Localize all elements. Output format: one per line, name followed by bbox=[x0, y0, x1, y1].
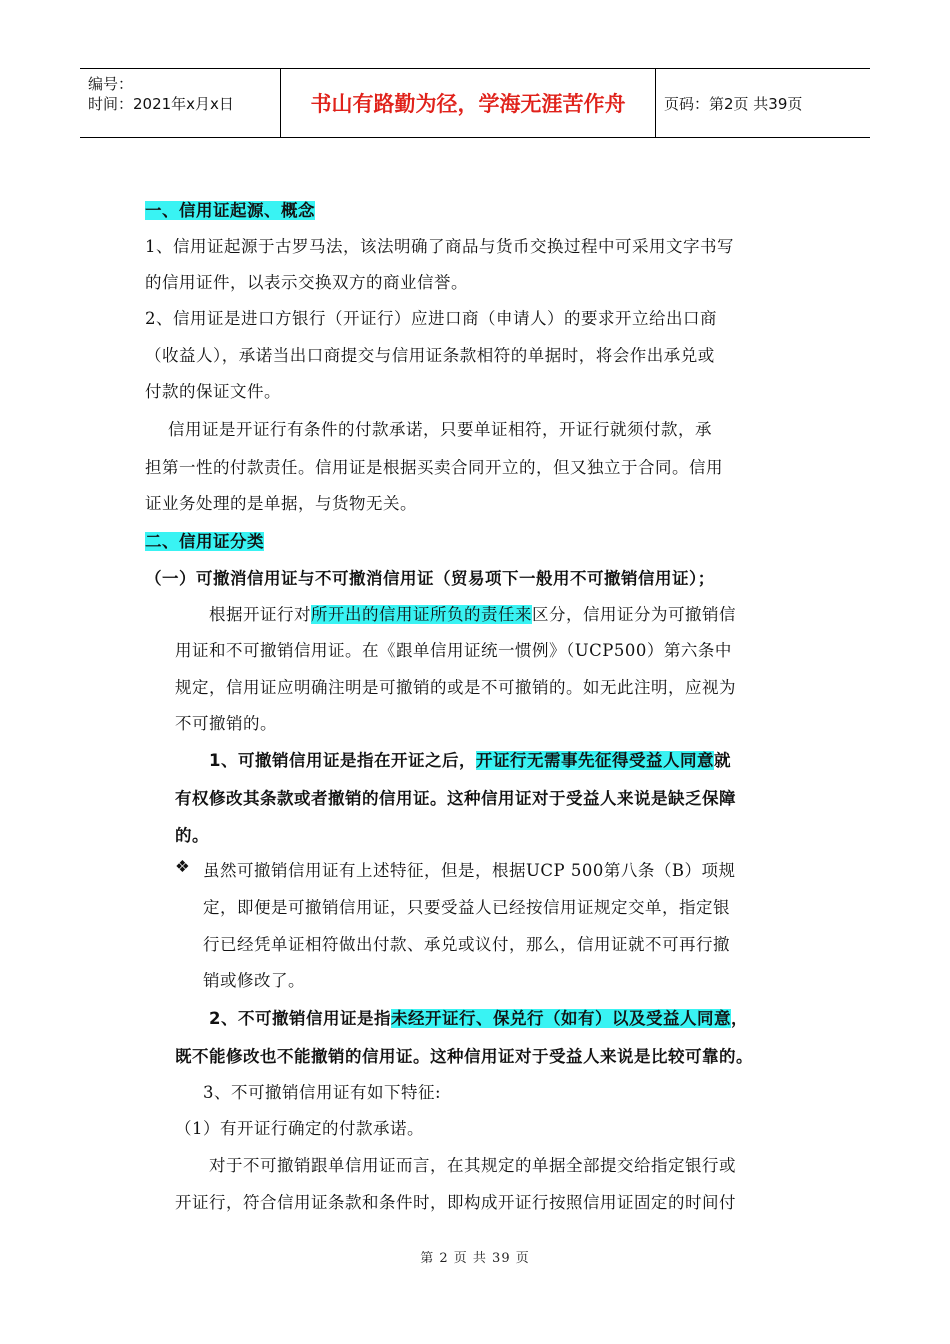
bullet-icon: ❖ bbox=[175, 857, 191, 876]
highlight: 未经开证行、保兑行（如有）以及受益人同意 bbox=[390, 1009, 731, 1028]
paragraph-line: 有权修改其条款或者撤销的信用证。这种信用证对于受益人来说是缺乏保障 bbox=[175, 789, 736, 808]
number-label: 编号： bbox=[88, 75, 134, 93]
paragraph-line: 2、信用证是进口方银行（开证行）应进口商（申请人）的要求开立给出口商 bbox=[145, 309, 717, 328]
paragraph-line: 3、不可撤销信用证有如下特征: bbox=[203, 1083, 442, 1102]
paragraph-line: 的信用证件，以表示交换双方的商业信誉。 bbox=[145, 273, 468, 292]
paragraph-line: （1）有开证行确定的付款承诺。 bbox=[175, 1119, 424, 1138]
paragraph-line: 不可撤销的。 bbox=[175, 714, 277, 733]
paragraph-line: 虽然可撤销信用证有上述特征，但是，根据UCP 500第八条（B）项规 bbox=[203, 861, 736, 880]
paragraph-line: 2、不可撤销信用证是指未经开证行、保兑行（如有）以及受益人同意， bbox=[209, 1009, 748, 1028]
paragraph-line: 1、信用证起源于古罗马法，该法明确了商品与货币交换过程中可采用文字书写 bbox=[145, 237, 734, 256]
paragraph-line: 根据开证行对所开出的信用证所负的责任来区分，信用证分为可撤销信 bbox=[209, 605, 736, 624]
paragraph-line: 规定，信用证应明确注明是可撤销的或是不可撤销的。如无此注明，应视为 bbox=[175, 678, 736, 697]
section-title-2: 二、信用证分类 bbox=[145, 532, 264, 551]
subsection-title: （一）可撤消信用证与不可撤消信用证（贸易项下一般用不可撤销信用证）； bbox=[145, 569, 715, 588]
paragraph-line: 1、可撤销信用证是指在开证之后，开证行无需事先征得受益人同意就 bbox=[209, 751, 731, 770]
page-label: 页码：第2页 共39页 bbox=[664, 94, 803, 113]
paragraph-line: 付款的保证文件。 bbox=[145, 382, 281, 401]
page-footer: 第 2 页 共 39 页 bbox=[420, 1251, 530, 1266]
highlight: 所开出的信用证所负的责任来 bbox=[311, 605, 532, 624]
paragraph-line: 行已经凭单证相符做出付款、承兑或议付，那么，信用证就不可再行撤 bbox=[203, 935, 730, 954]
paragraph-line: 既不能修改也不能撤销的信用证。这种信用证对于受益人来说是比较可靠的。 bbox=[175, 1047, 753, 1066]
paragraph-line: 担第一性的付款责任。信用证是根据买卖合同开立的，但又独立于合同。信用 bbox=[145, 458, 723, 477]
section-title-1: 一、信用证起源、概念 bbox=[145, 201, 315, 220]
paragraph-line: 定，即便是可撤销信用证，只要受益人已经按信用证规定交单，指定银 bbox=[203, 898, 730, 917]
motto: 书山有路勤为径，学海无涯苦作舟 bbox=[281, 69, 656, 137]
date-label: 时间：2021年x月x日 bbox=[88, 95, 234, 113]
header-table bbox=[80, 68, 870, 138]
paragraph-line: 销或修改了。 bbox=[203, 971, 305, 990]
paragraph-line: 开证行，符合信用证条款和条件时，即构成开证行按照信用证固定的时间付 bbox=[175, 1193, 736, 1212]
paragraph-line: 证业务处理的是单据，与货物无关。 bbox=[145, 494, 417, 513]
highlight: 开证行无需事先征得受益人同意 bbox=[475, 751, 714, 770]
header-left-cell bbox=[80, 69, 281, 137]
paragraph-line: 对于不可撤销跟单信用证而言，在其规定的单据全部提交给指定银行或 bbox=[209, 1156, 736, 1175]
paragraph-line: 用证和不可撤销信用证。在《跟单信用证统一惯例》（UCP500）第六条中 bbox=[175, 641, 732, 660]
paragraph-line: （收益人），承诺当出口商提交与信用证条款相符的单据时，将会作出承兑或 bbox=[145, 346, 715, 365]
paragraph-line: 的。 bbox=[175, 826, 209, 845]
paragraph-line: 信用证是开证行有条件的付款承诺，只要单证相符，开证行就须付款，承 bbox=[145, 420, 712, 439]
